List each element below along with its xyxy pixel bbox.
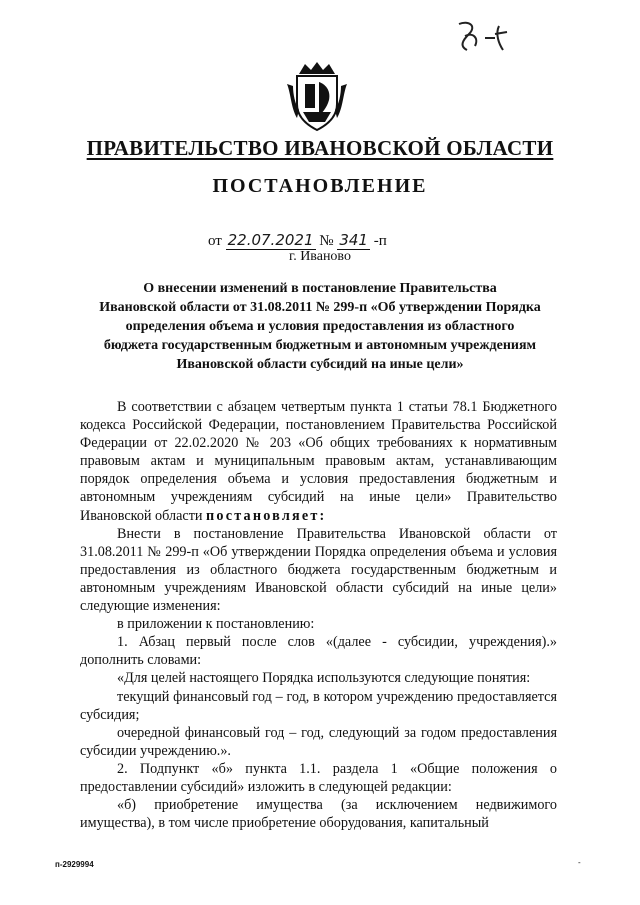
resolves-word: постановляет: — [206, 507, 327, 524]
subject-line: бюджета государственным бюджетным и автономным учреждениям — [103, 338, 537, 353]
document-code: п-2929994 — [55, 860, 94, 869]
paragraph: Внести в постановление Правительства Ивановской области от 31.08.2011 № 299-п «Об утверждении Порядка определения объема и условия предоставления из областного бюджета государственным бюджетным и автономным учреждениям Ивановской области субсидий на иные цели» следующие изменения: — [80, 525, 557, 615]
paragraph: «б) приобретение имущества (за исключением недвижимого имущества), в том числе приобретение оборудования, капитальный — [80, 797, 557, 832]
paragraph-preamble — [80, 398, 557, 525]
subject-line: Ивановской области субсидий на иные цели» — [176, 357, 464, 372]
document-body — [80, 398, 557, 832]
preamble-text: В соответствии с абзацем четвертым пункта 1 статьи 78.1 Бюджетного кодекса Российской Федерации, постановлением Правительства Российской Федерации от 22.02.2020 № 203 «Об общих требованиях к нормативным правовым актам и муниципальным правовым актам, устанавливающим порядок определения объема и условия предоставления бюджетным и автономным учреждениям субсидий на иные цели» Правительство Ивановской области — [80, 399, 557, 524]
subject-line: Ивановской области от 31.08.2011 № 299-п «Об утверждении Порядка — [99, 300, 541, 315]
coat-of-arms-icon — [285, 60, 349, 132]
city: г. Иваново — [289, 249, 351, 264]
date-number-line — [208, 231, 387, 250]
subject-line: О внесении изменений в постановление Правительства — [143, 281, 497, 296]
paragraph: текущий финансовый год – год, в котором учреждению предоставляется субсидия; — [80, 688, 557, 723]
handwritten-number: 341 — [339, 231, 368, 249]
paragraph: 1. Абзац первый после слов «(далее - субсидии, учреждения).» дополнить словами: — [80, 634, 557, 669]
paragraph: очередной финансовый год – год, следующий за годом предоставления субсидии учреждению.». — [80, 724, 557, 759]
number-prefix: № — [319, 233, 334, 249]
paragraph: «Для целей настоящего Порядка используются следующие понятия: — [117, 670, 531, 687]
paragraph: в приложении к постановлению: — [117, 616, 315, 633]
handwritten-date: 22.07.2021 — [227, 231, 314, 249]
number-suffix: -п — [373, 233, 387, 249]
page-mark: - — [578, 858, 581, 867]
government-title: ПРАВИТЕЛЬСТВО ИВАНОВСКОЙ ОБЛАСТИ — [86, 136, 554, 160]
subject-line: определения объема и условия предоставления из областного — [125, 319, 515, 334]
date-prefix: от — [208, 233, 222, 249]
document-type: ПОСТАНОВЛЕНИЕ — [212, 175, 428, 197]
subject-heading — [80, 279, 560, 374]
handwritten-mark — [455, 16, 511, 58]
handwritten-mark-drawing — [455, 16, 511, 58]
paragraph: 2. Подпункт «б» пункта 1.1. раздела 1 «Общие положения о предоставлении субсидий» изложить в следующей редакции: — [80, 760, 557, 795]
